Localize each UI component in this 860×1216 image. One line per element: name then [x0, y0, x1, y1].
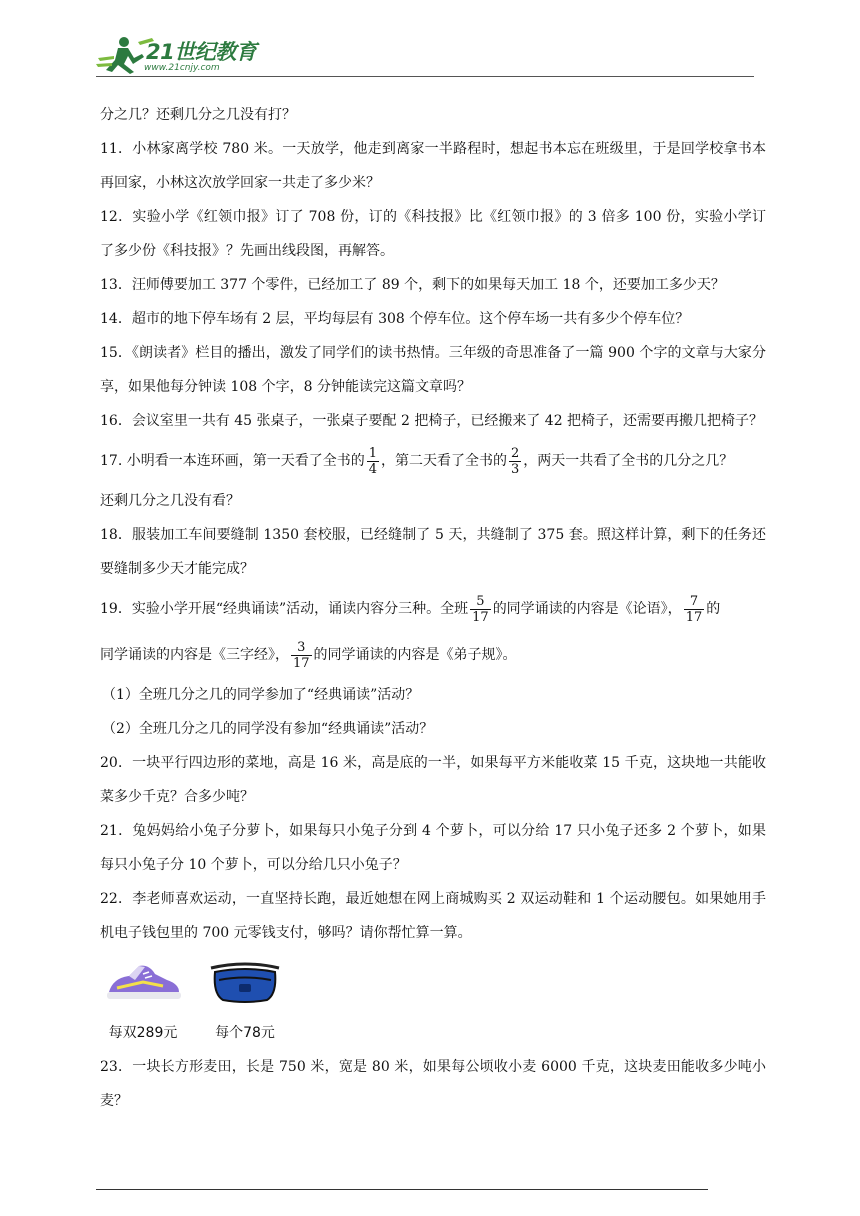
- question-19-part-2: （2）全班几分之几的同学没有参加“经典诵读”活动？: [102, 721, 434, 737]
- logo-text: 21世纪教育: [146, 40, 257, 64]
- product-waist-bag: [200, 958, 290, 1043]
- question-list: [100, 98, 766, 1118]
- fraction: $\frac{3}{17}$: [293, 639, 310, 671]
- fraction: $\frac{7}{17}$: [685, 593, 703, 625]
- question-17-cont: 还剩几分之几没有看？: [100, 493, 240, 509]
- question-19-cont: 同学诵读的内容是《三字经》， $\frac{3}{17}$ 的同学诵读的内容是《弟子规》。: [100, 639, 517, 671]
- fraction: $\frac{5}{17}$: [472, 593, 489, 625]
- question-20: 20．一块平行四边形的菜地，高是 16 米，高是底的一半，如果每平方米能收菜 15 千克，这块地一共能收菜多少千克？合多少吨？: [100, 755, 766, 805]
- question-21: 21．兔妈妈给小兔子分萝卜，如果每只小兔子分到 4 个萝卜，可以分给 17 只小兔子还多 2 个萝卜，如果每只小兔子分 10 个萝卜，可以分给几只小兔子？: [100, 823, 766, 873]
- waist-bag-icon: [205, 958, 285, 1006]
- logo-url: www.21cnjy.com: [144, 63, 220, 73]
- question-19-part-1: （1）全班几分之几的同学参加了“经典诵读”活动？: [102, 687, 420, 703]
- sneaker-icon: [103, 958, 183, 1006]
- fraction: $\frac{2}{3}$: [511, 445, 520, 477]
- header-divider: [96, 76, 754, 77]
- question-22: 22．李老师喜欢运动，一直坚持长跑，最近她想在网上商城购买 2 双运动鞋和 1 个运动腰包。如果她用手机电子钱包里的 700 元零钱支付，够吗？请你帮忙算一算。: [100, 891, 766, 941]
- question-15: 15．《朗读者》栏目的播出，激发了同学们的读书热情。三年级的奇思准备了一篇 900 个字的文章与大家分享，如果他每分钟读 108 个字，8 分钟能读完这篇文章吗？: [100, 345, 766, 395]
- product-sneaker: [98, 958, 188, 1043]
- question-13: 13．汪师傅要加工 377 个零件，已经加工了 89 个，剩下的如果每天加工 18 个，还要加工多少天？: [100, 277, 725, 293]
- question-19: 19．实验小学开展“经典诵读”活动，诵读内容分三种。全班 $\frac{5}{17}$ 的同学诵读的内容是《论语》， $\frac{7}{17}$ 的: [100, 593, 721, 625]
- fraction: $\frac{1}{4}$: [368, 445, 377, 477]
- question-17: 17. 小明看一本连环画，第一天看了全书的 $\frac{1}{4}$ ，第二天看了全书的 $\frac{2}{3}$ ，两天一共看了全书的几分之几？: [100, 445, 734, 477]
- question-10-tail: 分之几？还剩几分之几没有打？: [100, 107, 296, 123]
- question-11: 11．小林家离学校 780 米。一天放学，他走到离家一半路程时，想起书本忘在班级里，于是回学校拿书本再回家，小林这次放学回家一共走了多少米？: [100, 141, 766, 191]
- question-23: 23．一块长方形麦田，长是 750 米，宽是 80 米，如果每公顷收小麦 6000 千克，这块麦田能收多少吨小麦？: [100, 1059, 766, 1109]
- sneaker-price: 每双289元: [108, 1025, 178, 1041]
- question-12: 12．实验小学《红领巾报》订了 708 份，订的《科技报》比《红领巾报》的 3 倍多 100 份，实验小学订了多少份《科技报》？先画出线段图，再解答。: [100, 209, 766, 259]
- page-header: [0, 0, 860, 80]
- question-16: 16．会议室里一共有 45 张桌子，一张桌子要配 2 把椅子，已经搬来了 42 把椅子，还需要再搬几把椅子？: [100, 413, 764, 429]
- product-images: [100, 958, 766, 1050]
- question-14: 14．超市的地下停车场有 2 层，平均每层有 308 个停车位。这个停车场一共有多少个停车位？: [100, 311, 690, 327]
- footer-divider: [96, 1189, 708, 1190]
- waist-bag-price: 每个78元: [215, 1025, 275, 1041]
- question-18: 18．服装加工车间要缝制 1350 套校服，已经缝制了 5 天，共缝制了 375 套。照这样计算，剩下的任务还要缝制多少天才能完成？: [100, 527, 766, 577]
